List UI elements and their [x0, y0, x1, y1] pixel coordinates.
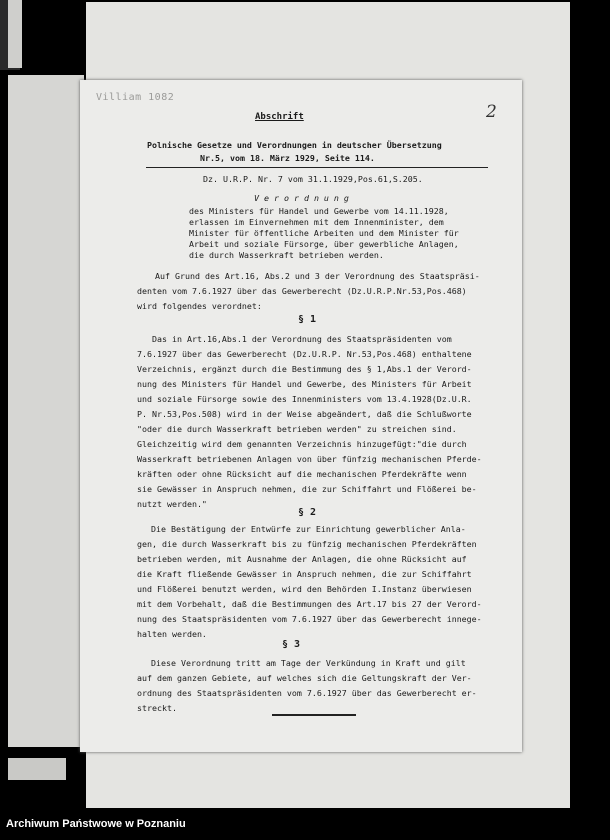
- section-line: Die Bestätigung der Entwürfe zur Einrichtung gewerblicher Anla-: [151, 524, 466, 534]
- source-line: Polnische Gesetze und Verordnungen in deutscher Übersetzung: [147, 140, 442, 150]
- section-line: kräften oder ohne Rücksicht auf die mechanischen Pferdekräfte wenn: [137, 469, 467, 479]
- section-line: Diese Verordnung tritt am Tage der Verkündung in Kraft und gilt: [151, 658, 466, 668]
- section-line: 7.6.1927 über das Gewerberecht (Dz.U.R.P. Nr.53,Pos.468) enthaltene: [137, 349, 472, 359]
- intro-line: denten vom 7.6.1927 über das Gewerberecht (Dz.U.R.P.Nr.53,Pos.468): [137, 286, 467, 296]
- section-line: gen, die durch Wasserkraft bis zu fünfzig mechanischen Pferdekräften: [137, 539, 477, 549]
- section-line: halten werden.: [137, 629, 207, 639]
- section-line: mit dem Vorbehalt, daß die Bestimmungen des Art.17 bis 27 der Verord-: [137, 599, 482, 609]
- section-line: nung des Ministers für Handel und Gewerbe, des Ministers für Arbeit: [137, 379, 472, 389]
- section-line: P. Nr.53,Pos.508) wird in der Weise abgeändert, daß die Schlußworte: [137, 409, 472, 419]
- faded-stamp: Villiam 1082: [96, 92, 175, 103]
- intro-line: wird folgendes verordnet:: [137, 301, 262, 311]
- preamble-line: erlassen im Einvernehmen mit dem Innenminister, dem: [189, 217, 444, 227]
- section-line: Verzeichnis, ergänzt durch die Bestimmung des § 1,Abs.1 der Verord-: [137, 364, 472, 374]
- preamble-line: die durch Wasserkraft betrieben werden.: [189, 250, 384, 260]
- divider: [146, 167, 488, 168]
- section-line: und Flößerei benutzt werden, wird den Behörden I.Instanz überwiesen: [137, 584, 472, 594]
- section-line: und soziale Fürsorge sowie des Innenministers vom 13.4.1928(Dz.U.R.: [137, 394, 472, 404]
- section-line: ordnung des Staatspräsidenten vom 7.6.1927 über das Gewerberecht er-: [137, 688, 477, 698]
- page-number: 2: [486, 102, 497, 122]
- section-line: streckt.: [137, 703, 177, 713]
- source-line: Nr.5, vom 18. März 1929, Seite 114.: [200, 153, 375, 163]
- section-line: Das in Art.16,Abs.1 der Verordnung des Staatspräsidenten vom: [152, 334, 452, 344]
- section-line: auf dem ganzen Gebiete, auf welches sich die Geltungskraft der Ver-: [137, 673, 472, 683]
- heading: V e r o r d n u n g: [254, 193, 349, 203]
- intro-line: Auf Grund des Art.16, Abs.2 und 3 der Verordnung des Staatspräsi-: [155, 271, 480, 281]
- section-line: die Kraft fließende Gewässer in Anspruch nehmen, die zur Schiffahrt: [137, 569, 472, 579]
- preamble-line: Arbeit und soziale Fürsorge, über gewerbliche Anlagen,: [189, 239, 459, 249]
- doc-title: Abschrift: [255, 112, 304, 122]
- section-title: § 2: [298, 507, 317, 518]
- section-line: Gleichzeitig wird dem genannten Verzeichnis hinzugefügt:"die durch: [137, 439, 467, 449]
- section-line: Wasserkraft betriebenen Anlagen von über fünfzig mechanischen Pferde-: [137, 454, 482, 464]
- section-title: § 3: [282, 639, 301, 650]
- section-line: nutzt werden.": [137, 499, 207, 509]
- section-line: nung des Staatspräsidenten vom 7.6.1927 über das Gewerberecht innege-: [137, 614, 482, 624]
- section-title: § 1: [298, 314, 317, 325]
- preamble-line: Minister für öffentliche Arbeiten und dem Minister für: [189, 228, 459, 238]
- archive-credit: Archiwum Państwowe w Poznaniu: [6, 818, 186, 830]
- section-line: sie Gewässer in Anspruch nehmen, die zur Schiffahrt und Flößerei be-: [137, 484, 477, 494]
- citation: Dz. U.R.P. Nr. 7 vom 31.1.1929,Pos.61,S.205.: [203, 174, 423, 184]
- section-line: betrieben werden, mit Ausnahme der Anlagen, die ohne Rücksicht auf: [137, 554, 467, 564]
- preamble-line: des Ministers für Handel und Gewerbe vom 14.11.1928,: [189, 206, 449, 216]
- closing-rule: [272, 714, 356, 716]
- section-line: "oder die durch Wasserkraft betrieben werden" zu streichen sind.: [137, 424, 457, 434]
